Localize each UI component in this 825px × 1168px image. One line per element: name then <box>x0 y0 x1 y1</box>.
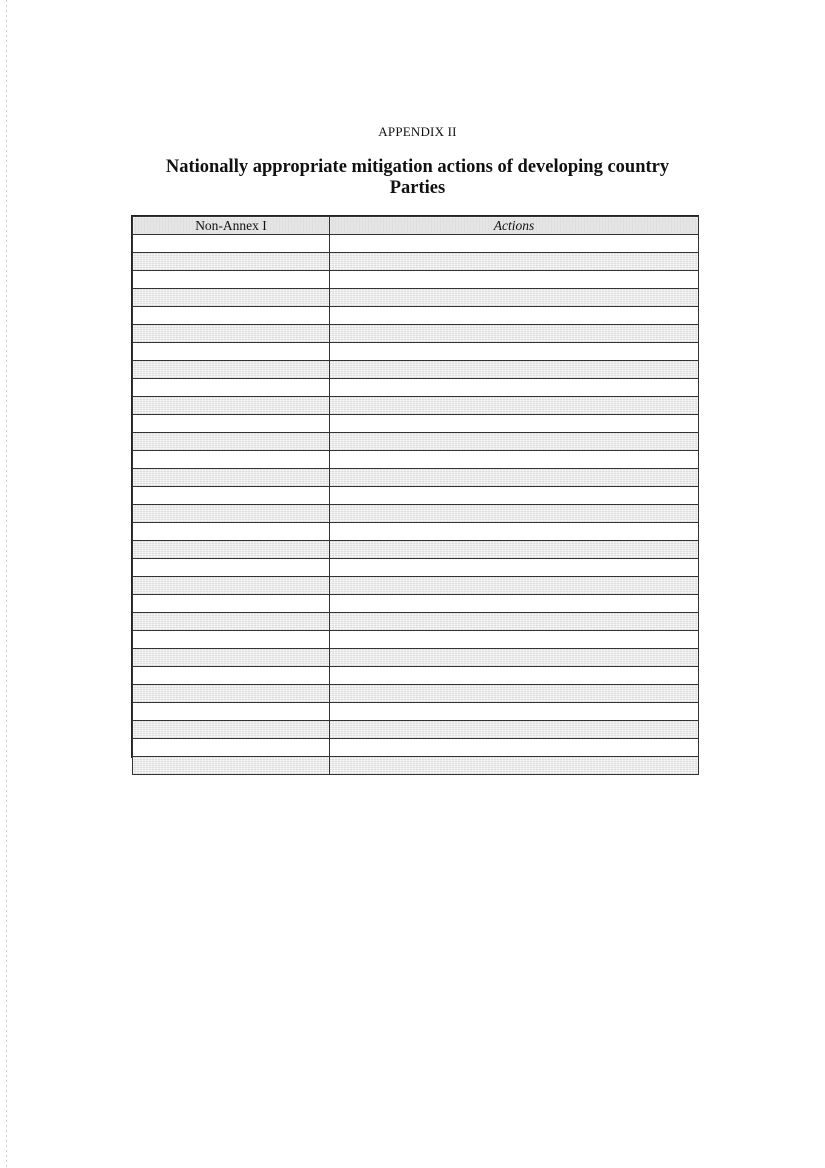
actions-cell[interactable] <box>330 595 699 613</box>
table-row <box>133 343 699 361</box>
table-row <box>133 379 699 397</box>
table-row <box>133 415 699 433</box>
actions-cell[interactable] <box>330 343 699 361</box>
non-annex-i-cell[interactable] <box>133 451 330 469</box>
actions-cell[interactable] <box>330 451 699 469</box>
actions-cell[interactable] <box>330 577 699 595</box>
scan-edge-artifact <box>6 0 7 1168</box>
non-annex-i-cell[interactable] <box>133 505 330 523</box>
table-row <box>133 721 699 739</box>
actions-cell[interactable] <box>330 271 699 289</box>
table-row <box>133 559 699 577</box>
header-non-annex-i: Non-Annex I <box>133 217 330 235</box>
non-annex-i-cell[interactable] <box>133 595 330 613</box>
table-row <box>133 487 699 505</box>
non-annex-i-cell[interactable] <box>133 307 330 325</box>
actions-cell[interactable] <box>330 649 699 667</box>
table-row <box>133 685 699 703</box>
non-annex-i-cell[interactable] <box>133 361 330 379</box>
table-row <box>133 595 699 613</box>
non-annex-i-cell[interactable] <box>133 685 330 703</box>
actions-cell[interactable] <box>330 469 699 487</box>
table-row <box>133 613 699 631</box>
non-annex-i-cell[interactable] <box>133 559 330 577</box>
table-header-row <box>133 217 699 235</box>
actions-cell[interactable] <box>330 307 699 325</box>
actions-cell[interactable] <box>330 757 699 775</box>
actions-cell[interactable] <box>330 631 699 649</box>
actions-cell[interactable] <box>330 523 699 541</box>
actions-cell[interactable] <box>330 703 699 721</box>
table-row <box>133 757 699 775</box>
table-row <box>133 505 699 523</box>
table-row <box>133 451 699 469</box>
table-row <box>133 577 699 595</box>
non-annex-i-cell[interactable] <box>133 649 330 667</box>
non-annex-i-cell[interactable] <box>133 541 330 559</box>
table-row <box>133 739 699 757</box>
non-annex-i-cell[interactable] <box>133 523 330 541</box>
actions-cell[interactable] <box>330 379 699 397</box>
actions-cell[interactable] <box>330 541 699 559</box>
table-row <box>133 667 699 685</box>
non-annex-i-cell[interactable] <box>133 703 330 721</box>
actions-cell[interactable] <box>330 415 699 433</box>
non-annex-i-cell[interactable] <box>133 577 330 595</box>
table-row <box>133 235 699 253</box>
actions-cell[interactable] <box>330 487 699 505</box>
non-annex-i-cell[interactable] <box>133 379 330 397</box>
actions-cell[interactable] <box>330 253 699 271</box>
non-annex-i-cell[interactable] <box>133 757 330 775</box>
non-annex-i-cell[interactable] <box>133 469 330 487</box>
non-annex-i-cell[interactable] <box>133 415 330 433</box>
non-annex-i-cell[interactable] <box>133 325 330 343</box>
table-row <box>133 325 699 343</box>
actions-cell[interactable] <box>330 721 699 739</box>
table-row <box>133 361 699 379</box>
non-annex-i-cell[interactable] <box>133 739 330 757</box>
table-row <box>133 631 699 649</box>
table-row <box>133 523 699 541</box>
non-annex-i-cell[interactable] <box>133 721 330 739</box>
actions-cell[interactable] <box>330 505 699 523</box>
actions-cell[interactable] <box>330 289 699 307</box>
actions-cell[interactable] <box>330 361 699 379</box>
table-row <box>133 541 699 559</box>
mitigation-actions-table <box>131 215 699 758</box>
non-annex-i-cell[interactable] <box>133 667 330 685</box>
table-row <box>133 289 699 307</box>
table-row <box>133 433 699 451</box>
actions-cell[interactable] <box>330 325 699 343</box>
table-row <box>133 307 699 325</box>
actions-cell[interactable] <box>330 739 699 757</box>
table-row <box>133 397 699 415</box>
actions-cell[interactable] <box>330 613 699 631</box>
actions-cell[interactable] <box>330 667 699 685</box>
actions-cell[interactable] <box>330 559 699 577</box>
page-title: Nationally appropriate mitigation actions of developing country Parties <box>165 157 670 198</box>
actions-cell[interactable] <box>330 397 699 415</box>
non-annex-i-cell[interactable] <box>133 433 330 451</box>
table-row <box>133 253 699 271</box>
non-annex-i-cell[interactable] <box>133 343 330 361</box>
non-annex-i-cell[interactable] <box>133 613 330 631</box>
non-annex-i-cell[interactable] <box>133 235 330 253</box>
table-row <box>133 469 699 487</box>
table-row <box>133 649 699 667</box>
non-annex-i-cell[interactable] <box>133 289 330 307</box>
actions-cell[interactable] <box>330 685 699 703</box>
non-annex-i-cell[interactable] <box>133 271 330 289</box>
table-body <box>133 235 699 775</box>
appendix-label: APPENDIX II <box>378 124 457 139</box>
non-annex-i-cell[interactable] <box>133 487 330 505</box>
non-annex-i-cell[interactable] <box>133 397 330 415</box>
table-row <box>133 271 699 289</box>
non-annex-i-cell[interactable] <box>133 631 330 649</box>
actions-cell[interactable] <box>330 235 699 253</box>
non-annex-i-cell[interactable] <box>133 253 330 271</box>
header-actions: Actions <box>330 217 699 235</box>
table-row <box>133 703 699 721</box>
actions-cell[interactable] <box>330 433 699 451</box>
